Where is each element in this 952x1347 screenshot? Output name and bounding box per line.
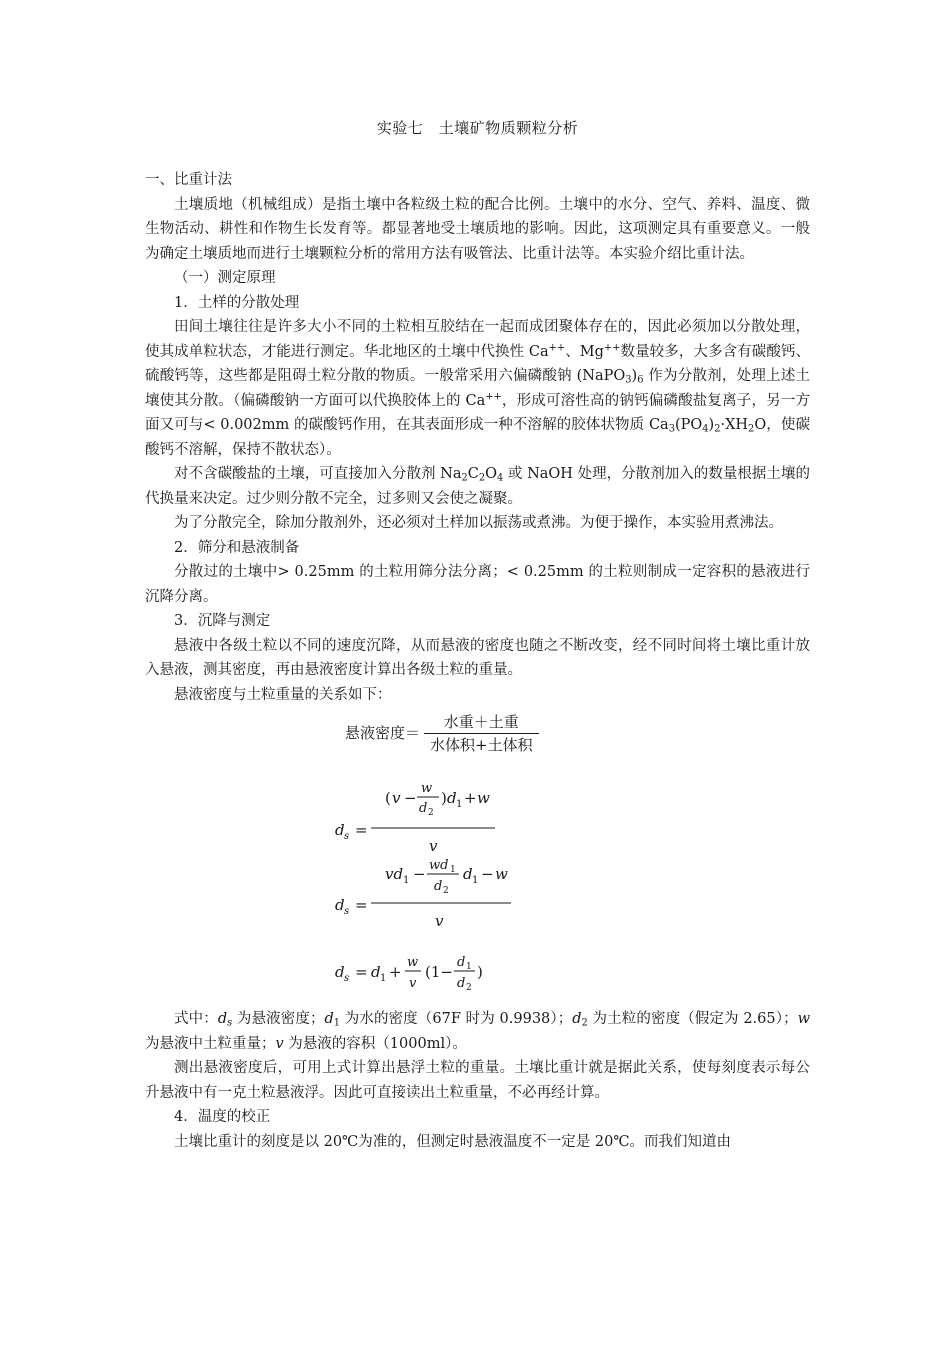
- equation-3: [335, 955, 483, 993]
- subscript: 2: [461, 472, 468, 484]
- document-body: [145, 168, 810, 1154]
- svg-text:vd: vd: [385, 865, 404, 883]
- svg-text:d: d: [457, 976, 466, 991]
- svg-text:1: 1: [403, 875, 410, 886]
- step1-paragraph-2: [145, 462, 810, 511]
- superscript: ++: [485, 391, 502, 403]
- section-heading: 一、比重计法: [145, 172, 232, 188]
- svg-text:): ): [441, 789, 447, 807]
- svg-text:d: d: [335, 821, 345, 839]
- principle-heading: （一）测定原理: [174, 270, 276, 286]
- svg-text:d: d: [335, 963, 345, 981]
- svg-text:d: d: [457, 955, 466, 970]
- text-run: ·XH: [720, 417, 749, 433]
- svg-text:d: d: [335, 896, 345, 914]
- svg-text:1: 1: [472, 875, 479, 886]
- text-run: 或 NaOH 处理，分散剂加入的数量根据土壤的代换量来决定。过少则分散不完全，过多则又会使之凝聚。: [145, 466, 810, 507]
- text-run: 、Mg: [565, 343, 604, 360]
- subscript: 3: [625, 374, 632, 386]
- text-run: 为悬液的容积（1000ml）。: [283, 1035, 467, 1052]
- svg-text:w: w: [477, 789, 490, 807]
- formula-numerator: 水重＋土重: [443, 713, 519, 731]
- svg-text:=: =: [355, 963, 368, 981]
- subscript: 2: [478, 472, 486, 484]
- text-run: C: [467, 466, 479, 482]
- variable: v: [275, 1035, 284, 1052]
- superscript: ++: [548, 342, 566, 354]
- density-formula: [345, 711, 539, 756]
- svg-text:s: s: [344, 831, 350, 842]
- step4-paragraph: 土壤比重计的刻度是以 20℃为准的，但测定时悬液温度不一定是 20℃。而我们知道由: [174, 1133, 732, 1150]
- svg-text:d: d: [419, 801, 428, 816]
- legend-paragraph: [145, 1007, 810, 1056]
- svg-text:=: =: [355, 821, 368, 839]
- svg-text:w: w: [407, 955, 419, 970]
- svg-text:=: =: [355, 896, 368, 914]
- svg-text:wd: wd: [429, 858, 449, 873]
- svg-text:1: 1: [450, 865, 456, 875]
- step1-paragraph-3: 为了分散完全，除加分散剂外，还必须对土样加以振荡或煮沸。为便于操作，本实验用煮沸法。: [174, 515, 783, 531]
- text-run: 对不含碳酸盐的土壤，可直接加入分散剂 Na: [174, 466, 462, 482]
- svg-text:+: +: [464, 789, 477, 807]
- svg-text:w: w: [495, 865, 508, 883]
- step3-paragraph-3: 测出悬液密度后，可用上式计算出悬浮土粒的重量。土壤比重计就是据此关系，使每刻度表示每公升悬液中有一克土粒悬液浮。因此可直接读出土粒重量，不必再经计算。: [145, 1060, 810, 1101]
- step3-paragraph-2: 悬液密度与土粒重量的关系如下：: [174, 686, 392, 703]
- subscript: 4: [702, 423, 709, 435]
- formula-fraction: [424, 711, 539, 756]
- svg-text:v: v: [435, 912, 444, 930]
- svg-text:w: w: [421, 781, 433, 796]
- step4-heading: 4．温度的校正: [174, 1109, 271, 1125]
- text-run: 为土粒的密度（假定为 2.65）；: [587, 1011, 798, 1027]
- page-title: 实验七 土壤矿物质颗粒分析: [376, 119, 579, 137]
- subscript: 2: [714, 423, 721, 435]
- svg-text:(1−: (1−: [425, 963, 453, 981]
- intro-paragraph: 土壤质地（机械组成）是指土壤中各粒级土粒的配合比例。土壤中的水分、空气、养料、温度、微生物活动、耕性和作物生长发育等。都显著地受土壤质地的影响。因此，这项测定具有重要意义。一般为确定土壤质地而进行土壤颗粒分析的常用方法有吸管法、比重计法等。本实验介绍比重计法。: [145, 196, 810, 262]
- step3-heading: 3．沉降与测定: [174, 613, 271, 629]
- svg-text:−: −: [481, 865, 494, 883]
- svg-text:d: d: [434, 879, 443, 894]
- svg-text:(: (: [385, 789, 391, 807]
- text-run: (PO: [674, 417, 703, 433]
- formula-lhs: 悬液密度＝: [345, 724, 421, 743]
- svg-text:2: 2: [443, 886, 449, 896]
- equation-2: [335, 858, 511, 930]
- text-run: ): [631, 368, 638, 384]
- step1-paragraph-1: [145, 315, 810, 462]
- text-run: ): [708, 417, 715, 433]
- svg-text:−: −: [413, 865, 426, 883]
- variable: d: [572, 1011, 582, 1027]
- equation-1: [335, 781, 495, 855]
- svg-text:2: 2: [466, 983, 472, 993]
- variable: d: [324, 1011, 334, 1027]
- svg-text:v: v: [409, 976, 417, 991]
- text-run: 为悬液密度；: [232, 1011, 325, 1027]
- variable: w: [797, 1011, 810, 1027]
- svg-text:d: d: [463, 865, 473, 883]
- text-run: 数量较多，大多含有碳酸钙、硫酸钙等，这些都是阻碍土粒分散的物质。一般常采用六偏磷酸钠 (NaPO: [145, 343, 810, 384]
- svg-text:v: v: [392, 789, 401, 807]
- step3-paragraph-1: 悬液中各级土粒以不同的速度沉降，从而悬液的密度也随之不断改变，经不同时间将土壤比重计放入悬液，测其密度，再由悬液密度计算出各级土粒的重量。: [145, 637, 810, 678]
- subscript: 2: [581, 1017, 588, 1029]
- svg-text:d: d: [447, 789, 457, 807]
- svg-text:s: s: [344, 906, 350, 917]
- svg-text:v: v: [429, 837, 438, 855]
- text-run: 为悬液中土粒重量；: [145, 1035, 276, 1052]
- svg-text:−: −: [404, 789, 417, 807]
- svg-text:+: +: [389, 963, 402, 981]
- svg-text:2: 2: [428, 808, 434, 818]
- svg-text:d: d: [371, 963, 381, 981]
- text-run: 为水的密度（67F 时为 0.9938）；: [340, 1011, 573, 1027]
- text-run: O，使碳酸钙不溶解，保持不散状态）。: [145, 417, 810, 458]
- subscript: 2: [748, 423, 755, 435]
- text-run: 式中：: [174, 1011, 218, 1027]
- text-run: 作为分散剂，处理上述土壤使其分散。（偏磷酸钠一方面可以代换胶体上的 Ca: [145, 368, 810, 409]
- subscript: 3: [668, 423, 675, 435]
- variable: d: [217, 1011, 228, 1027]
- derivation-equations: [335, 777, 675, 1002]
- formula-block: [145, 707, 810, 1007]
- step2-paragraph: 分散过的土壤中> 0.25mm 的土粒用筛分法分离；< 0.25mm 的土粒则制成一定容积的悬液进行沉降分离。: [145, 564, 810, 605]
- subscript: 4: [497, 472, 504, 484]
- subscript: s: [227, 1017, 233, 1029]
- svg-text:1: 1: [466, 962, 472, 972]
- subscript: 1: [333, 1017, 341, 1029]
- step2-heading: 2．筛分和悬液制备: [174, 539, 300, 556]
- svg-text:s: s: [344, 973, 350, 984]
- svg-text:1: 1: [456, 799, 463, 810]
- svg-text:1: 1: [380, 973, 387, 984]
- superscript: ++: [603, 342, 621, 354]
- text-run: O: [485, 466, 497, 482]
- svg-text:): ): [477, 963, 483, 981]
- text-run: ，形成可溶性高的钠钙偏磷酸盐复离子，另一方面又可与< 0.002mm 的碳酸钙作用，在其表面形成一种不溶解的胶体状物质 Ca: [145, 392, 810, 433]
- formula-denominator: 水体积+土体积: [424, 733, 539, 756]
- text-run: 田间土壤往往是许多大小不同的土粒相互胶结在一起而成团聚体存在的，因此必须加以分散处理，使其成单粒状态，才能进行测定。华北地区的土壤中代换性 Ca: [145, 319, 810, 360]
- subscript: 6: [637, 374, 644, 386]
- step1-heading: 1．土样的分散处理: [174, 294, 300, 311]
